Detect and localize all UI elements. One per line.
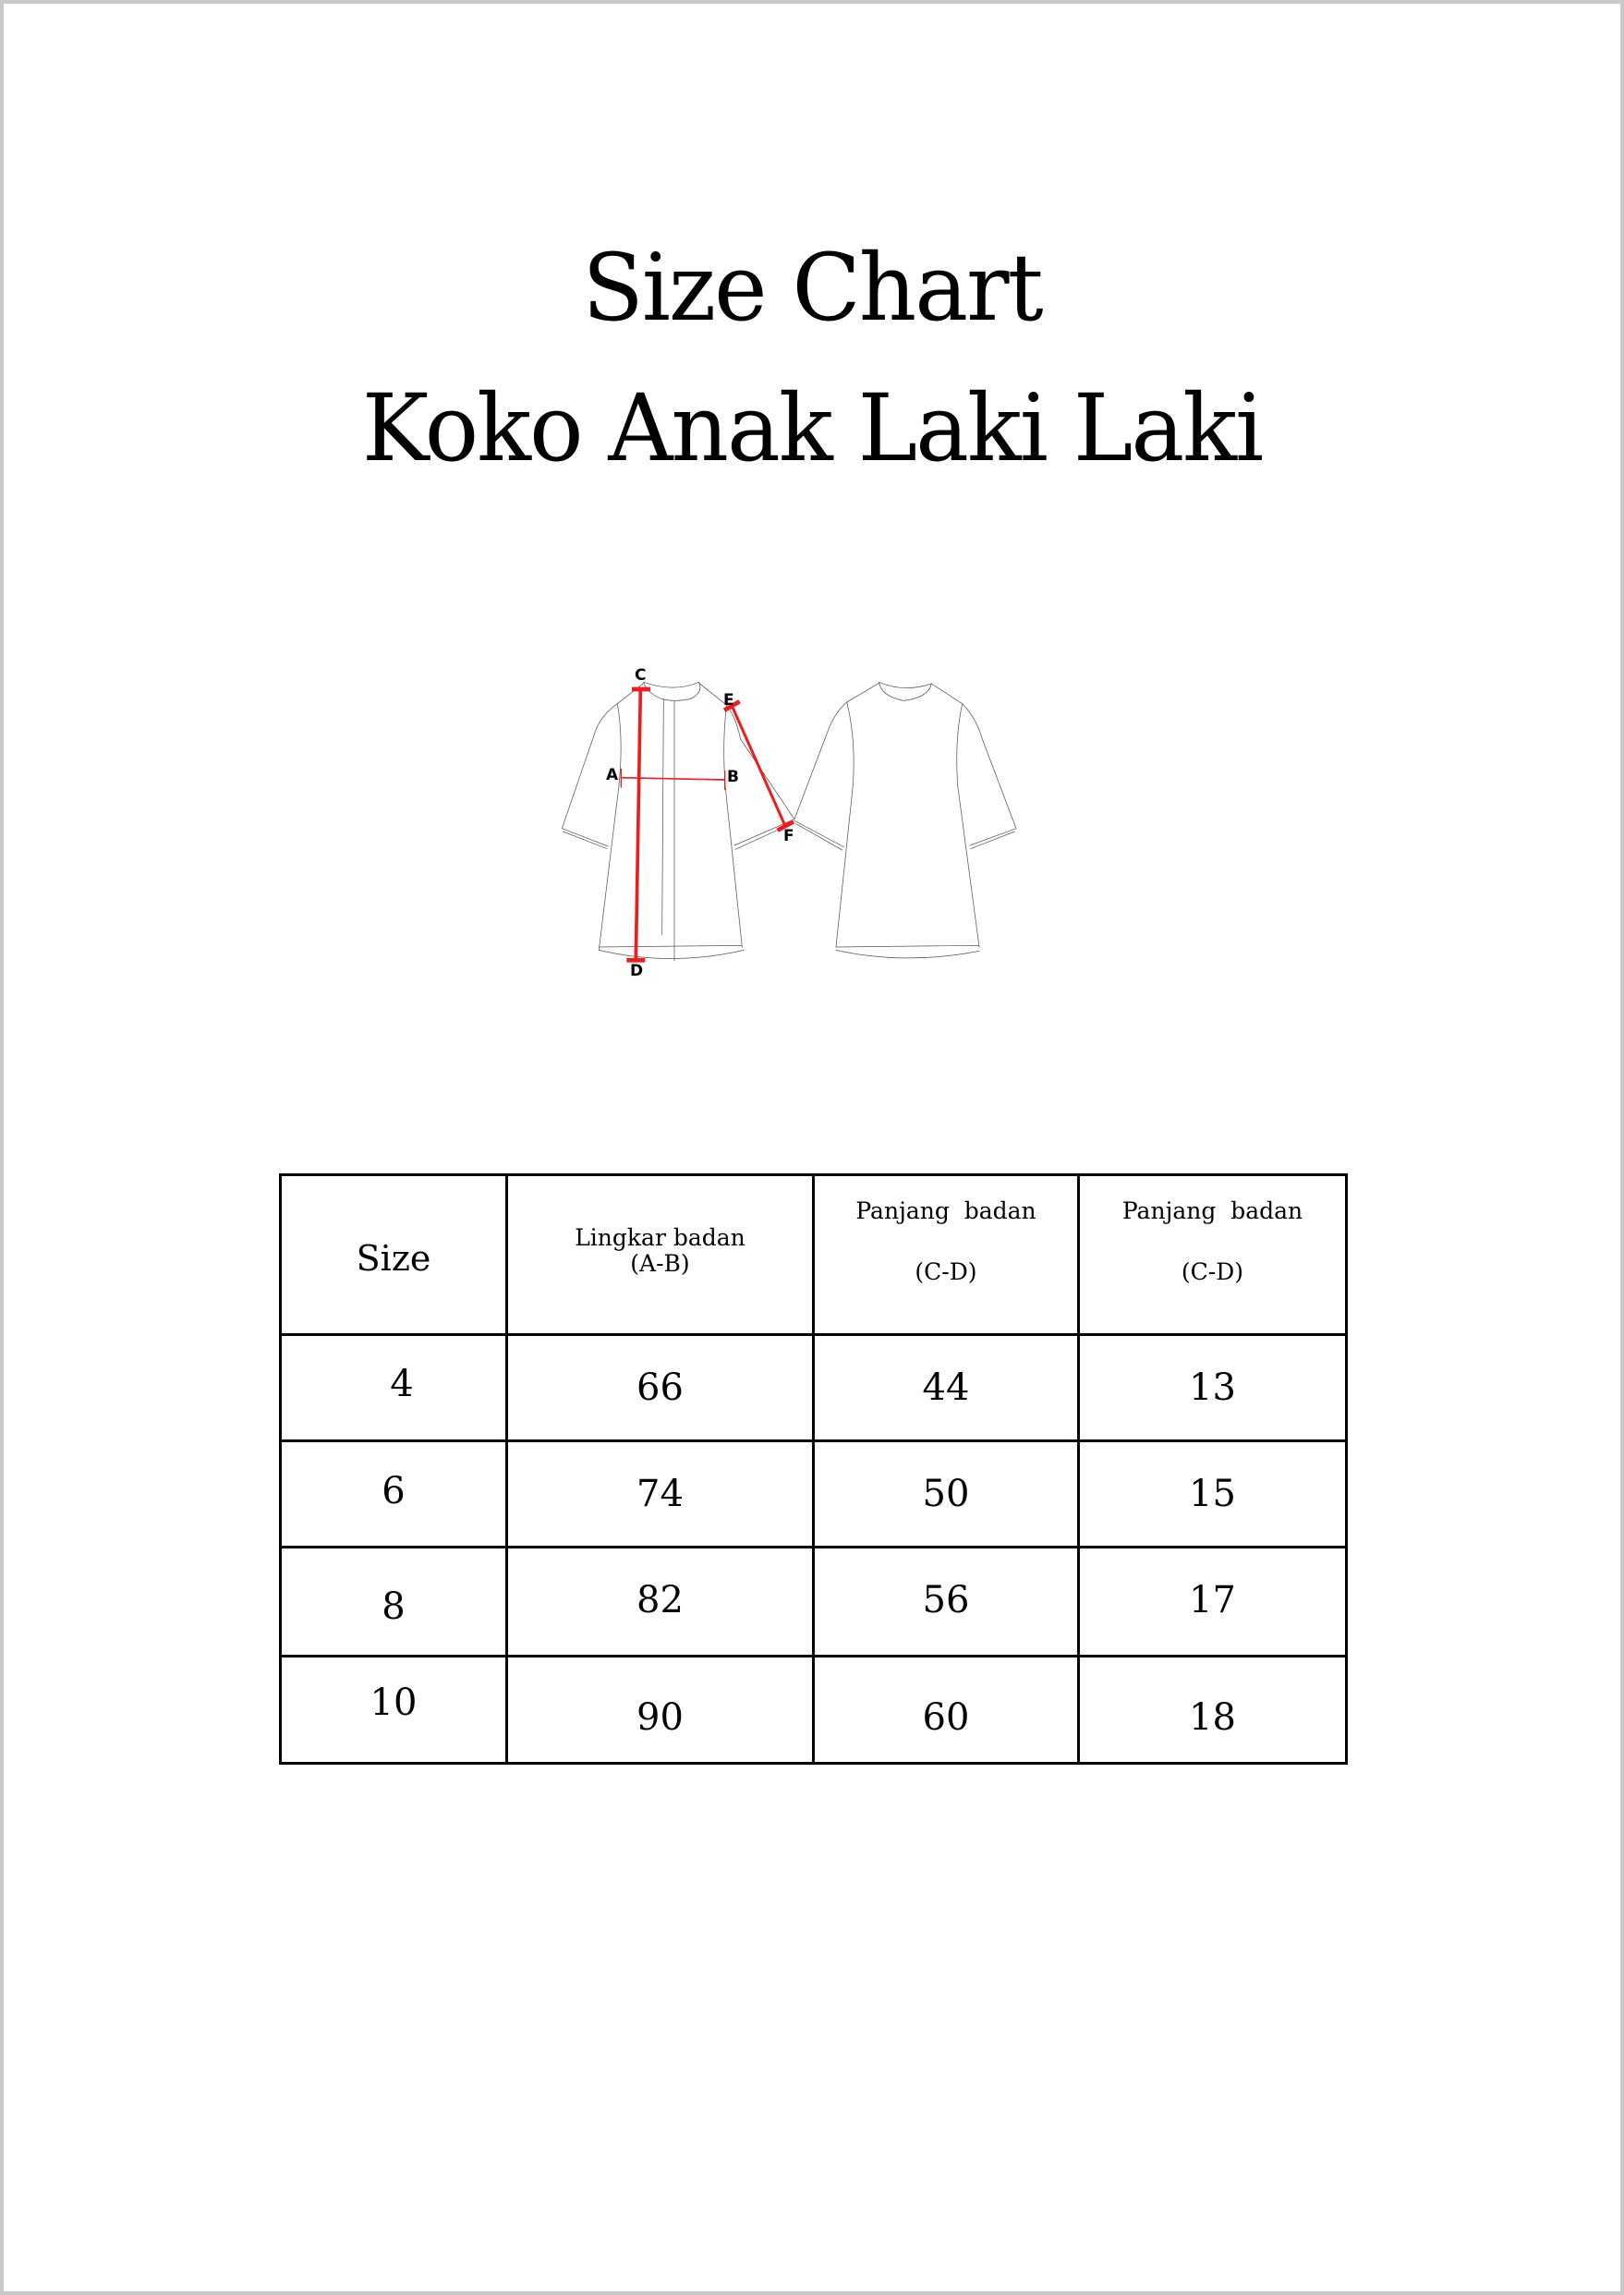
header-panjang-badan-2: Panjang badan (C-D) xyxy=(1079,1175,1347,1335)
cell-size: 10 xyxy=(281,1657,507,1764)
shirt-sketch-icon xyxy=(536,647,1090,998)
cell-panjang-badan-2: 13 xyxy=(1079,1335,1347,1441)
cell-panjang-badan: 60 xyxy=(814,1657,1079,1764)
cell-size: 8 xyxy=(281,1548,507,1657)
header-panjang-badan-1: Panjang badan (C-D) xyxy=(814,1175,1079,1335)
table-header-row xyxy=(281,1175,1347,1335)
cell-panjang-badan: 50 xyxy=(814,1441,1079,1548)
label-f: F xyxy=(783,827,794,845)
cell-lingkar-badan: 66 xyxy=(507,1335,814,1441)
header-size: Size xyxy=(281,1175,507,1335)
header-lingkar-badan: Lingkar badan (A-B) xyxy=(507,1175,814,1335)
cell-lingkar-badan: 74 xyxy=(507,1441,814,1548)
label-b: B xyxy=(727,768,739,786)
page-title: Size Chart xyxy=(582,234,1042,342)
cell-panjang-badan-2: 18 xyxy=(1079,1657,1347,1764)
cell-size: 4 xyxy=(281,1335,507,1441)
label-d: D xyxy=(630,962,644,980)
label-e: E xyxy=(723,691,734,710)
cell-panjang-badan-2: 15 xyxy=(1079,1441,1347,1548)
table-row xyxy=(281,1657,1347,1764)
table-row xyxy=(281,1441,1347,1548)
cell-lingkar-badan: 82 xyxy=(507,1548,814,1657)
cell-size: 6 xyxy=(281,1441,507,1548)
cell-lingkar-badan: 90 xyxy=(507,1657,814,1764)
table-row xyxy=(281,1335,1347,1441)
label-c: C xyxy=(635,666,647,685)
cell-panjang-badan: 56 xyxy=(814,1548,1079,1657)
shirt-measurement-diagram xyxy=(536,647,1090,998)
page-subtitle: Koko Anak Laki Laki xyxy=(361,374,1263,482)
size-table xyxy=(279,1173,1348,1765)
cell-panjang-badan: 44 xyxy=(814,1335,1079,1441)
table-row xyxy=(281,1548,1347,1657)
label-a: A xyxy=(606,766,619,784)
cell-panjang-badan-2: 17 xyxy=(1079,1548,1347,1657)
